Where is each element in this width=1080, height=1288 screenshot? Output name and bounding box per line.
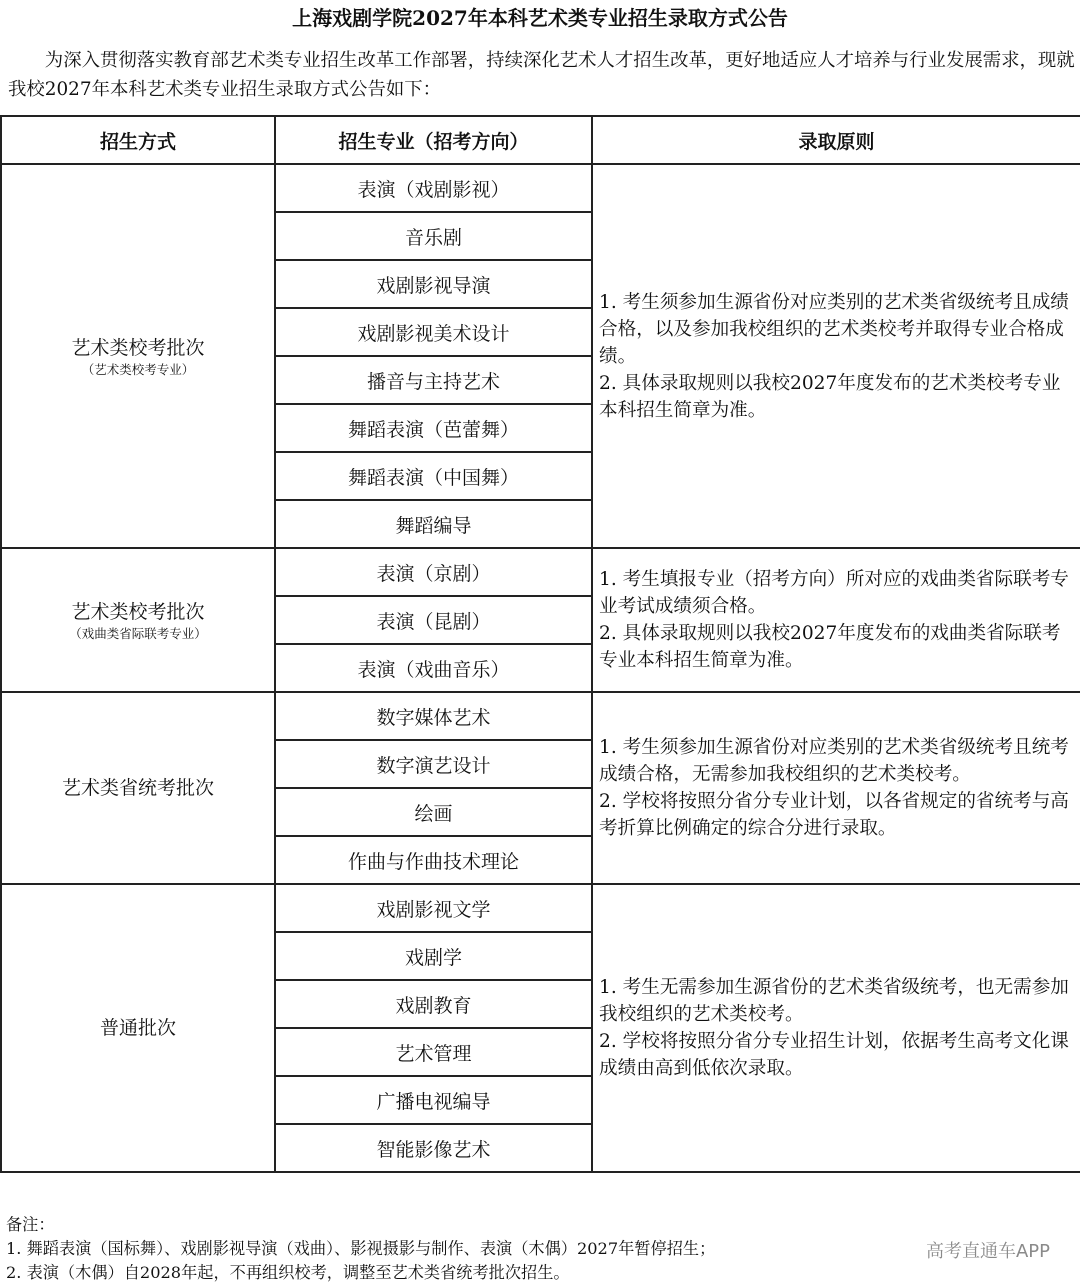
major-cell: 戏剧影视美术设计 <box>275 308 592 356</box>
note-item: 1. 舞蹈表演（国标舞）、戏剧影视导演（戏曲）、影视摄影与制作、表演（木偶）2027年暂停招生； <box>6 1239 716 1258</box>
note-item: 2. 表演（木偶）自2028年起，不再组织校考，调整至艺术类省统考批次招生。 <box>6 1263 570 1282</box>
table-header-row <box>1 116 1080 164</box>
watermark: 高考直通车APP <box>924 1237 1052 1263</box>
major-cell: 表演（京剧） <box>275 548 592 596</box>
major-cell: 作曲与作曲技术理论 <box>275 836 592 884</box>
admission-rule-cell <box>592 692 1080 884</box>
admission-rule-cell <box>592 548 1080 692</box>
major-cell: 戏剧学 <box>275 932 592 980</box>
admission-method-cell <box>1 692 275 884</box>
major-cell: 数字演艺设计 <box>275 740 592 788</box>
major-cell: 广播电视编导 <box>275 1076 592 1124</box>
major-cell: 戏剧影视导演 <box>275 260 592 308</box>
table-row <box>1 548 1080 596</box>
major-cell: 绘画 <box>275 788 592 836</box>
admission-method: 艺术类校考批次 <box>71 336 205 359</box>
major-cell: 戏剧影视文学 <box>275 884 592 932</box>
major-cell: 表演（戏剧影视） <box>275 164 592 212</box>
major-cell: 表演（戏曲音乐） <box>275 644 592 692</box>
major-cell: 智能影像艺术 <box>275 1124 592 1172</box>
major-cell: 舞蹈编导 <box>275 500 592 548</box>
rule-item: 1. 考生无需参加生源省份的艺术类省级统考，也无需参加我校组织的艺术类校考。 <box>599 977 1069 1025</box>
intro-paragraph: 为深入贯彻落实教育部艺术类专业招生改革工作部署，持续深化艺术人才招生改革，更好地适应人才培养与行业发展需求，现就我校2027年本科艺术类专业招生录取方式公告如下： <box>8 50 1075 100</box>
notes-label: 备注： <box>6 1215 55 1234</box>
rule-item: 2. 具体录取规则以我校2027年度发布的艺术类校考专业本科招生简章为准。 <box>599 372 1061 421</box>
admission-method-sub: （戏曲类省际联考专业） <box>69 625 207 641</box>
page-title: 上海戏剧学院2027年本科艺术类专业招生录取方式公告 <box>292 6 788 30</box>
major-cell: 播音与主持艺术 <box>275 356 592 404</box>
header-major: 招生专业（招考方向） <box>275 116 592 164</box>
rule-item: 2. 学校将按照分省分专业招生计划，依据考生高考文化课成绩由高到低依次录取。 <box>599 1031 1069 1079</box>
major-cell: 音乐剧 <box>275 212 592 260</box>
admission-method: 普通批次 <box>99 1017 176 1039</box>
admission-method-cell <box>1 164 275 548</box>
major-cell: 表演（昆剧） <box>275 596 592 644</box>
admission-method-cell <box>1 548 275 692</box>
rule-item: 1. 考生须参加生源省份对应类别的艺术类省级统考且统考成绩合格，无需参加我校组织的艺术类校考。 <box>599 737 1069 785</box>
admission-method: 艺术类省统考批次 <box>61 777 214 799</box>
major-cell: 舞蹈表演（中国舞） <box>275 452 592 500</box>
header-method: 招生方式 <box>1 116 275 164</box>
rule-item: 2. 具体录取规则以我校2027年度发布的戏曲类省际联考专业本科招生简章为准。 <box>599 623 1061 671</box>
admission-rule-cell <box>592 164 1080 548</box>
admission-table <box>0 115 1080 1173</box>
rule-item: 1. 考生填报专业（招考方向）所对应的戏曲类省际联考专业考试成绩须合格。 <box>599 569 1069 617</box>
major-cell: 数字媒体艺术 <box>275 692 592 740</box>
admission-method-sub: （艺术类校考专业） <box>81 361 195 377</box>
admission-rule-cell <box>592 884 1080 1172</box>
header-rule: 录取原则 <box>592 116 1080 164</box>
major-cell: 戏剧教育 <box>275 980 592 1028</box>
rule-item: 2. 学校将按照分省分专业计划，以各省规定的省统考与高考折算比例确定的综合分进行录取。 <box>599 791 1069 839</box>
notes-section <box>6 1213 1076 1285</box>
table-row <box>1 164 1080 212</box>
admission-method: 艺术类校考批次 <box>71 600 205 623</box>
rule-item: 1. 考生须参加生源省份对应类别的艺术类省级统考且成绩合格，以及参加我校组织的艺术类校考并取得专业合格成绩。 <box>599 291 1069 367</box>
table-row <box>1 884 1080 932</box>
major-cell: 舞蹈表演（芭蕾舞） <box>275 404 592 452</box>
admission-method-cell <box>1 884 275 1172</box>
table-row <box>1 692 1080 740</box>
major-cell: 艺术管理 <box>275 1028 592 1076</box>
